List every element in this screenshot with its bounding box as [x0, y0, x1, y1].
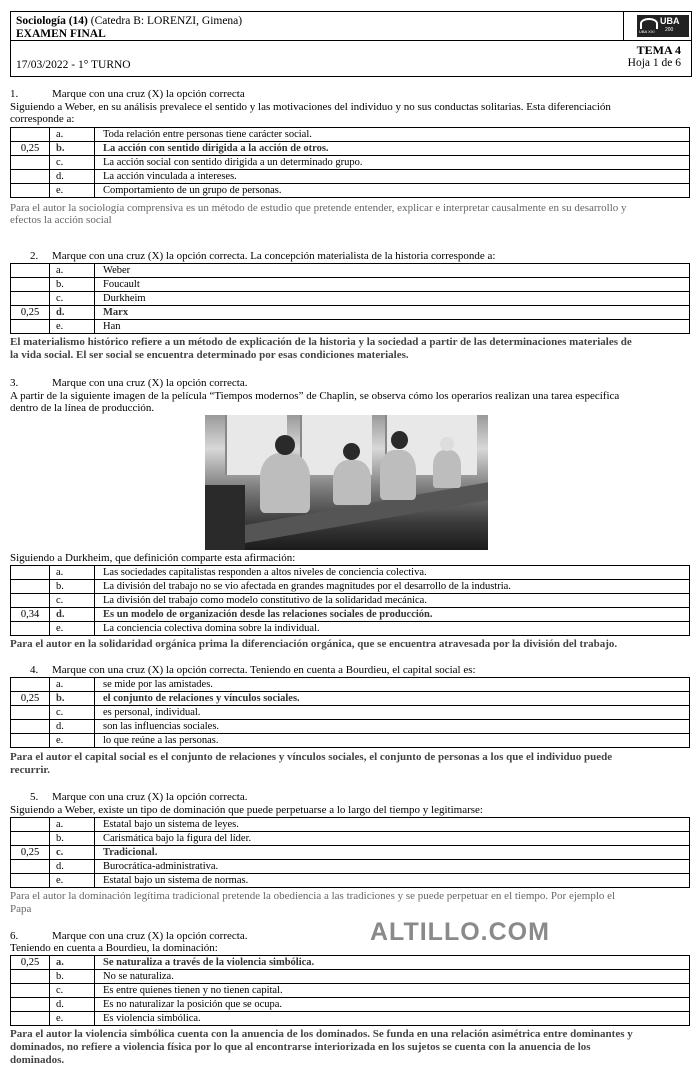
option-points: 0,25	[11, 846, 50, 860]
option-text: Burocrática-administrativa.	[95, 860, 690, 874]
option-text: Tradicional.	[95, 846, 690, 860]
option-points	[11, 292, 50, 306]
option-letter: b.	[50, 142, 95, 156]
option-row	[11, 1012, 690, 1026]
option-letter: e.	[50, 874, 95, 888]
q1-options-table	[10, 127, 690, 198]
q6-options-table	[10, 955, 690, 1026]
option-letter: e.	[50, 734, 95, 748]
option-row	[11, 142, 690, 156]
option-text: La acción social con sentido dirigida a un determinado grupo.	[95, 156, 690, 170]
q6-note-cont: dominados, no refiere a violencia física por lo que al encontrarse interiorizada en los sujetos se cuenta con la anuencia de los	[10, 1041, 591, 1053]
option-text: Es violencia simbólica.	[95, 1012, 690, 1026]
option-row	[11, 846, 690, 860]
option-letter: b.	[50, 692, 95, 706]
option-points	[11, 706, 50, 720]
option-letter: e.	[50, 622, 95, 636]
option-points	[11, 734, 50, 748]
q1-note: Para el autor la sociología comprensiva es un método de estudio que pretende entender, explicar e interpretar causalmente en su desarrollo y	[10, 202, 627, 214]
q4-options-table	[10, 677, 690, 748]
option-points	[11, 874, 50, 888]
q4-note-cont: recurrir.	[10, 764, 51, 776]
option-letter: e.	[50, 1012, 95, 1026]
option-letter: c.	[50, 292, 95, 306]
option-points	[11, 998, 50, 1012]
option-row	[11, 832, 690, 846]
q3-note: Para el autor en la solidaridad orgánica prima la diferenciación orgánica, que se encuentra atravesada por la división del trabajo.	[10, 638, 618, 650]
modern-times-photo	[205, 415, 488, 550]
option-row	[11, 156, 690, 170]
uba-logo: UBA 200 UBA XXI	[637, 15, 689, 37]
q5-options-table	[10, 817, 690, 888]
option-row	[11, 956, 690, 970]
option-text: Es entre quienes tienen y no tienen capital.	[95, 984, 690, 998]
exam-date: 17/03/2022 - 1° TURNO	[16, 59, 131, 71]
option-letter: a.	[50, 264, 95, 278]
logo-cell	[623, 12, 692, 40]
option-letter: c.	[50, 594, 95, 608]
option-text: La división del trabajo no se vio afectada en grandes magnitudes por el desarrollo de la industria.	[95, 580, 690, 594]
option-text: La acción con sentido dirigida a la acción de otros.	[95, 142, 690, 156]
q1-stem: Siguiendo a Weber, en su análisis prevalece el sentido y las motivaciones del individuo y no sus conductas solitarias. Esta diferenciación	[10, 101, 611, 113]
option-row	[11, 580, 690, 594]
option-row	[11, 566, 690, 580]
option-row	[11, 622, 690, 636]
exam-title: EXAMEN FINAL	[16, 28, 106, 40]
q6-note: Para el autor la violencia simbólica cuenta con la anuencia de los dominados. Se funda en una relación asimétrica entre dominantes y	[10, 1028, 633, 1040]
option-letter: b.	[50, 580, 95, 594]
q3-number: 3.	[10, 377, 19, 389]
q2-options-table	[10, 263, 690, 334]
option-text: Han	[95, 320, 690, 334]
option-points	[11, 970, 50, 984]
option-text: La división del trabajo como modelo constitutivo de la solidaridad mecánica.	[95, 594, 690, 608]
q2-number: 2.	[30, 250, 39, 262]
option-points	[11, 678, 50, 692]
option-row	[11, 998, 690, 1012]
option-text: Toda relación entre personas tiene carácter social.	[95, 128, 690, 142]
q6-number: 6.	[10, 930, 19, 942]
option-text: No se naturaliza.	[95, 970, 690, 984]
option-points	[11, 720, 50, 734]
option-letter: a.	[50, 678, 95, 692]
option-row	[11, 594, 690, 608]
option-text: son las influencias sociales.	[95, 720, 690, 734]
option-letter: a.	[50, 566, 95, 580]
option-text: Weber	[95, 264, 690, 278]
option-points: 0,25	[11, 306, 50, 320]
q1-note-cont: efectos la acción social	[10, 214, 112, 226]
option-letter: d.	[50, 720, 95, 734]
q5-stem: Siguiendo a Weber, existe un tipo de dominación que puede perpetuarse a lo largo del tiempo y legitimarse:	[10, 804, 483, 816]
option-text: Es un modelo de organización desde las relaciones sociales de producción.	[95, 608, 690, 622]
option-row	[11, 706, 690, 720]
option-points	[11, 580, 50, 594]
option-text: Estatal bajo un sistema de normas.	[95, 874, 690, 888]
option-text: se mide por las amistades.	[95, 678, 690, 692]
option-text: Las sociedades capitalistas responden a altos niveles de conciencia colectiva.	[95, 566, 690, 580]
option-letter: d.	[50, 170, 95, 184]
q5-instruction: Marque con una cruz (X) la opción correcta.	[52, 791, 248, 803]
option-text: La acción vinculada a intereses.	[95, 170, 690, 184]
option-letter: c.	[50, 156, 95, 170]
option-row	[11, 818, 690, 832]
option-points	[11, 566, 50, 580]
option-text: Es no naturalizar la posición que se ocupa.	[95, 998, 690, 1012]
q6-instruction: Marque con una cruz (X) la opción correcta.	[52, 930, 248, 942]
option-row	[11, 128, 690, 142]
option-points	[11, 278, 50, 292]
option-points	[11, 320, 50, 334]
option-row	[11, 874, 690, 888]
q5-note: Para el autor la dominación legítima tradicional pretende la obediencia a las tradiciones y se puede perpetuar en el tiempo. Por ejemplo el	[10, 890, 616, 902]
q3-stem: A partir de la siguiente imagen de la película “Tiempos modernos” de Chaplin, se observa cómo los operarios realizan una tarea específica	[10, 390, 620, 402]
q2-note-cont: la vida social. El ser social se encuentra determinado por esas condiciones materiales.	[10, 349, 409, 361]
option-letter: d.	[50, 998, 95, 1012]
option-text: Marx	[95, 306, 690, 320]
option-text: Comportamiento de un grupo de personas.	[95, 184, 690, 198]
option-row	[11, 970, 690, 984]
q3-stem-cont: dentro de la línea de producción.	[10, 402, 155, 414]
option-points	[11, 128, 50, 142]
option-row	[11, 264, 690, 278]
option-letter: a.	[50, 818, 95, 832]
tema-label: TEMA 4	[636, 43, 681, 57]
q6-note-cont2: dominados.	[10, 1054, 65, 1066]
option-letter: b.	[50, 278, 95, 292]
option-text: lo que reúne a las personas.	[95, 734, 690, 748]
option-row	[11, 678, 690, 692]
option-letter: a.	[50, 128, 95, 142]
option-text: Estatal bajo un sistema de leyes.	[95, 818, 690, 832]
option-row	[11, 292, 690, 306]
option-row	[11, 170, 690, 184]
option-points	[11, 818, 50, 832]
q5-note-cont: Papa	[10, 903, 32, 915]
q5-number: 5.	[30, 791, 39, 803]
option-points	[11, 984, 50, 998]
option-text: Carismática bajo la figura del líder.	[95, 832, 690, 846]
option-row	[11, 184, 690, 198]
q6-stem: Teniendo en cuenta a Bourdieu, la dominación:	[10, 942, 218, 954]
option-letter: d.	[50, 306, 95, 320]
option-row	[11, 320, 690, 334]
q2-instruction: Marque con una cruz (X) la opción correcta. La concepción materialista de la historia corresponde a:	[52, 250, 496, 262]
option-points	[11, 170, 50, 184]
option-points	[11, 594, 50, 608]
option-letter: b.	[50, 832, 95, 846]
option-row	[11, 860, 690, 874]
option-points: 0,34	[11, 608, 50, 622]
logo-arc-icon	[640, 18, 658, 29]
altillo-watermark: ALTILLO.COM	[370, 918, 550, 946]
option-row	[11, 278, 690, 292]
option-row	[11, 306, 690, 320]
header-top-row	[11, 12, 691, 41]
q3-options-table	[10, 565, 690, 636]
option-points: 0,25	[11, 142, 50, 156]
option-points	[11, 264, 50, 278]
option-points	[11, 184, 50, 198]
q4-number: 4.	[30, 664, 39, 676]
option-letter: d.	[50, 608, 95, 622]
option-points: 0,25	[11, 692, 50, 706]
option-points	[11, 622, 50, 636]
option-row	[11, 984, 690, 998]
q2-note: El materialismo histórico refiere a un método de explicación de la historia y la sociedad a partir de las determinaciones materiales de	[10, 336, 632, 348]
option-letter: c.	[50, 984, 95, 998]
option-text: el conjunto de relaciones y vínculos sociales.	[95, 692, 690, 706]
q3-question: Siguiendo a Durkheim, que definición comparte esta afirmación:	[10, 552, 296, 564]
option-letter: c.	[50, 706, 95, 720]
option-points: 0,25	[11, 956, 50, 970]
q1-number: 1.	[10, 88, 19, 100]
page-counter: Hoja 1 de 6	[627, 57, 681, 69]
q3-instruction: Marque con una cruz (X) la opción correcta.	[52, 377, 248, 389]
option-points	[11, 860, 50, 874]
option-letter: e.	[50, 320, 95, 334]
q1-instruction: Marque con una cruz (X) la opción correcta	[52, 88, 245, 100]
option-points	[11, 1012, 50, 1026]
q4-note: Para el autor el capital social es el conjunto de relaciones y vínculos sociales, el conjunto de personas a los que el individuo puede	[10, 751, 613, 763]
option-points	[11, 156, 50, 170]
option-text: La conciencia colectiva domina sobre la individual.	[95, 622, 690, 636]
option-letter: b.	[50, 970, 95, 984]
option-row	[11, 608, 690, 622]
option-text: es personal, individual.	[95, 706, 690, 720]
exam-header	[10, 11, 692, 77]
option-row	[11, 720, 690, 734]
option-letter: e.	[50, 184, 95, 198]
option-text: Durkheim	[95, 292, 690, 306]
option-text: Foucault	[95, 278, 690, 292]
q4-instruction: Marque con una cruz (X) la opción correcta. Teniendo en cuenta a Bourdieu, el capital social es:	[52, 664, 476, 676]
option-points	[11, 832, 50, 846]
option-row	[11, 692, 690, 706]
option-row	[11, 734, 690, 748]
option-letter: c.	[50, 846, 95, 860]
option-letter: d.	[50, 860, 95, 874]
option-text: Se naturaliza a través de la violencia simbólica.	[95, 956, 690, 970]
course-title: Sociología (14) (Catedra B: LORENZI, Gimena)	[16, 15, 243, 27]
q1-stem-cont: corresponde a:	[10, 113, 75, 125]
option-letter: a.	[50, 956, 95, 970]
